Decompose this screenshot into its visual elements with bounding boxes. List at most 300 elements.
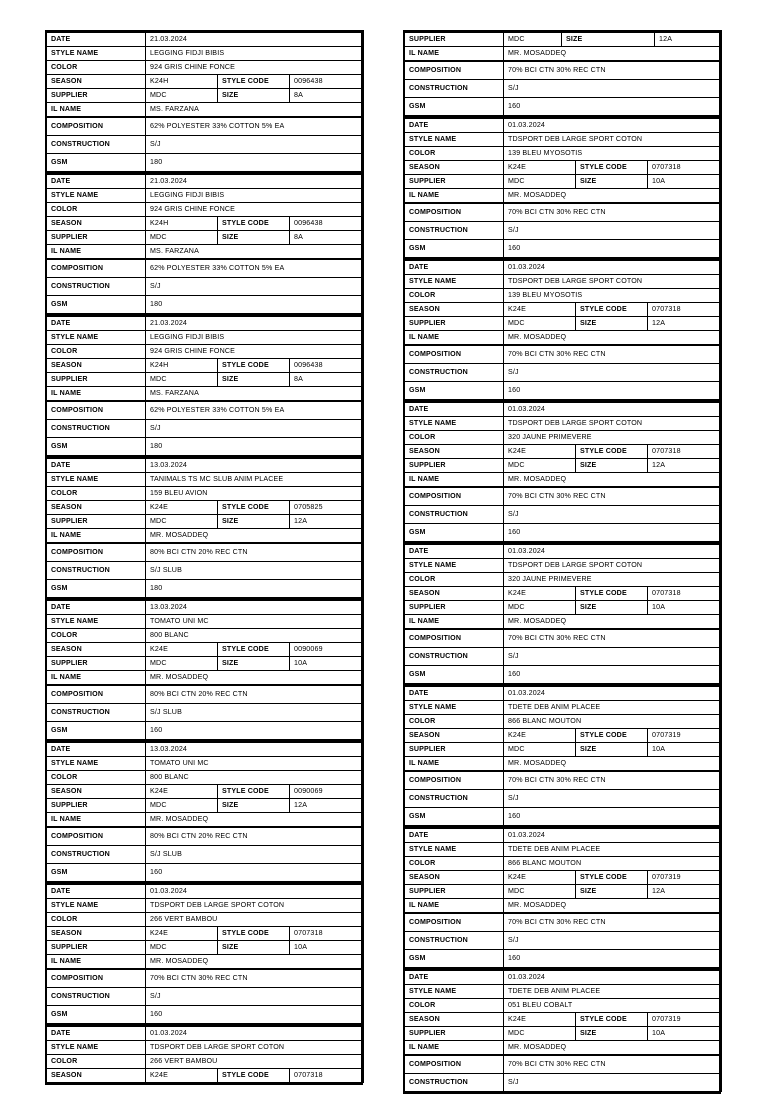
value-size: 10A bbox=[290, 657, 362, 671]
spec-record bbox=[403, 826, 721, 968]
value-size: 12A bbox=[290, 799, 362, 813]
spec-table bbox=[404, 828, 720, 968]
table-row bbox=[405, 857, 720, 871]
value-gsm: 160 bbox=[504, 524, 720, 542]
spec-table bbox=[404, 260, 720, 400]
label-season: SEASON bbox=[405, 303, 504, 317]
table-row bbox=[405, 1055, 720, 1074]
value-gsm: 160 bbox=[146, 864, 362, 882]
value-gsm: 160 bbox=[504, 950, 720, 968]
value-style-name: TANIMALS TS MC SLUB ANIM PLACEE bbox=[146, 473, 362, 487]
spec-table bbox=[46, 884, 362, 1024]
table-row bbox=[47, 743, 362, 757]
label-style-code: STYLE CODE bbox=[218, 1069, 290, 1083]
value-style-code: 0707318 bbox=[290, 927, 362, 941]
value-construction: S/J bbox=[146, 420, 362, 438]
table-row bbox=[47, 203, 362, 217]
value-composition: 70% BCI CTN 30% REC CTN bbox=[146, 969, 362, 988]
label-supplier: SUPPLIER bbox=[405, 601, 504, 615]
value-style-code: 0096438 bbox=[290, 75, 362, 89]
table-row bbox=[47, 899, 362, 913]
spec-record bbox=[403, 542, 721, 684]
label-style-name: STYLE NAME bbox=[405, 133, 504, 147]
table-row bbox=[405, 1027, 720, 1041]
label-color: COLOR bbox=[47, 1055, 146, 1069]
table-row bbox=[47, 278, 362, 296]
value-il-name: MR. MOSADDEQ bbox=[504, 615, 720, 630]
label-size: SIZE bbox=[218, 231, 290, 245]
value-il-name: MR. MOSADDEQ bbox=[146, 529, 362, 544]
value-season: K24H bbox=[146, 217, 218, 231]
table-row bbox=[405, 971, 720, 985]
label-style-code: STYLE CODE bbox=[218, 501, 290, 515]
label-season: SEASON bbox=[47, 1069, 146, 1083]
value-season: K24E bbox=[146, 501, 218, 515]
label-date: DATE bbox=[405, 119, 504, 133]
value-date: 21.03.2024 bbox=[146, 317, 362, 331]
value-color: 139 BLEU MYOSOTIS bbox=[504, 147, 720, 161]
value-season: K24E bbox=[146, 1069, 218, 1083]
label-supplier: SUPPLIER bbox=[405, 1027, 504, 1041]
value-date: 01.03.2024 bbox=[504, 829, 720, 843]
label-color: COLOR bbox=[47, 913, 146, 927]
value-style-name: TDSPORT DEB LARGE SPORT COTON bbox=[146, 899, 362, 913]
spec-record bbox=[403, 400, 721, 542]
value-construction: S/J bbox=[146, 988, 362, 1006]
label-il-name: IL NAME bbox=[405, 473, 504, 488]
spec-table bbox=[404, 32, 720, 116]
label-gsm: GSM bbox=[47, 296, 146, 314]
table-row bbox=[47, 259, 362, 278]
label-style-name: STYLE NAME bbox=[405, 985, 504, 999]
table-row bbox=[405, 950, 720, 968]
table-row bbox=[47, 643, 362, 657]
label-season: SEASON bbox=[405, 445, 504, 459]
table-row bbox=[47, 420, 362, 438]
value-composition: 62% POLYESTER 33% COTTON 5% EA bbox=[146, 259, 362, 278]
table-row bbox=[405, 119, 720, 133]
table-row bbox=[405, 899, 720, 914]
label-size: SIZE bbox=[576, 459, 648, 473]
table-row bbox=[47, 685, 362, 704]
table-row bbox=[405, 757, 720, 772]
label-composition: COMPOSITION bbox=[405, 487, 504, 506]
table-row bbox=[405, 203, 720, 222]
label-style-code: STYLE CODE bbox=[218, 217, 290, 231]
value-supplier: MDC bbox=[504, 459, 576, 473]
table-row bbox=[405, 33, 720, 47]
table-row bbox=[47, 217, 362, 231]
value-supplier: MDC bbox=[504, 601, 576, 615]
label-size: SIZE bbox=[576, 175, 648, 189]
table-row bbox=[47, 601, 362, 615]
label-gsm: GSM bbox=[405, 950, 504, 968]
value-supplier: MDC bbox=[504, 175, 576, 189]
value-style-code: 0090069 bbox=[290, 785, 362, 799]
label-color: COLOR bbox=[405, 857, 504, 871]
table-row bbox=[47, 657, 362, 671]
label-style-name: STYLE NAME bbox=[47, 189, 146, 203]
table-row bbox=[47, 846, 362, 864]
label-composition: COMPOSITION bbox=[47, 685, 146, 704]
label-composition: COMPOSITION bbox=[405, 771, 504, 790]
label-construction: CONSTRUCTION bbox=[47, 988, 146, 1006]
table-row bbox=[47, 154, 362, 172]
value-style-code: 0707318 bbox=[648, 445, 720, 459]
table-row bbox=[405, 985, 720, 999]
value-style-code: 0707318 bbox=[648, 303, 720, 317]
table-row bbox=[47, 175, 362, 189]
label-style-name: STYLE NAME bbox=[47, 757, 146, 771]
value-style-name: TDETE DEB ANIM PLACEE bbox=[504, 985, 720, 999]
value-size: 8A bbox=[290, 373, 362, 387]
value-date: 13.03.2024 bbox=[146, 459, 362, 473]
table-row bbox=[47, 771, 362, 785]
value-size: 10A bbox=[648, 175, 720, 189]
value-supplier: MDC bbox=[146, 941, 218, 955]
table-row bbox=[47, 231, 362, 245]
value-color: 320 JAUNE PRIMEVERE bbox=[504, 573, 720, 587]
spec-table bbox=[46, 1026, 362, 1083]
label-supplier: SUPPLIER bbox=[47, 799, 146, 813]
table-row bbox=[47, 799, 362, 813]
label-il-name: IL NAME bbox=[47, 813, 146, 828]
spec-record bbox=[45, 456, 363, 598]
label-date: DATE bbox=[47, 743, 146, 757]
table-row bbox=[405, 545, 720, 559]
value-il-name: MR. MOSADDEQ bbox=[146, 955, 362, 970]
value-date: 01.03.2024 bbox=[504, 971, 720, 985]
table-row bbox=[47, 103, 362, 118]
value-supplier: MDC bbox=[146, 373, 218, 387]
table-row bbox=[405, 345, 720, 364]
value-style-code: 0707318 bbox=[648, 161, 720, 175]
label-style-code: STYLE CODE bbox=[576, 161, 648, 175]
spec-record bbox=[403, 258, 721, 400]
table-row bbox=[405, 403, 720, 417]
table-row bbox=[405, 98, 720, 116]
value-style-code: 0705825 bbox=[290, 501, 362, 515]
value-style-code: 0096438 bbox=[290, 217, 362, 231]
table-row bbox=[47, 245, 362, 260]
spec-record bbox=[403, 684, 721, 826]
label-color: COLOR bbox=[47, 61, 146, 75]
table-row bbox=[47, 955, 362, 970]
table-row bbox=[47, 345, 362, 359]
label-color: COLOR bbox=[47, 629, 146, 643]
table-row bbox=[47, 885, 362, 899]
value-color: 924 GRIS CHINE FONCE bbox=[146, 345, 362, 359]
value-style-name: TDSPORT DEB LARGE SPORT COTON bbox=[504, 133, 720, 147]
label-construction: CONSTRUCTION bbox=[47, 704, 146, 722]
value-composition: 70% BCI CTN 30% REC CTN bbox=[504, 203, 720, 222]
value-date: 21.03.2024 bbox=[146, 33, 362, 47]
label-gsm: GSM bbox=[47, 580, 146, 598]
left-column bbox=[45, 30, 363, 1085]
label-composition: COMPOSITION bbox=[47, 259, 146, 278]
value-supplier: MDC bbox=[504, 317, 576, 331]
table-row bbox=[405, 615, 720, 630]
value-supplier: MDC bbox=[146, 231, 218, 245]
label-date: DATE bbox=[405, 971, 504, 985]
spec-table bbox=[46, 174, 362, 314]
label-gsm: GSM bbox=[405, 240, 504, 258]
label-style-code: STYLE CODE bbox=[218, 785, 290, 799]
label-date: DATE bbox=[47, 601, 146, 615]
value-gsm: 180 bbox=[146, 580, 362, 598]
value-gsm: 160 bbox=[146, 1006, 362, 1024]
label-construction: CONSTRUCTION bbox=[405, 932, 504, 950]
table-row bbox=[405, 175, 720, 189]
label-supplier: SUPPLIER bbox=[405, 317, 504, 331]
value-il-name: MR. MOSADDEQ bbox=[504, 757, 720, 772]
label-date: DATE bbox=[47, 459, 146, 473]
label-construction: CONSTRUCTION bbox=[405, 80, 504, 98]
label-il-name: IL NAME bbox=[47, 387, 146, 402]
label-construction: CONSTRUCTION bbox=[47, 136, 146, 154]
spec-table bbox=[46, 742, 362, 882]
label-il-name: IL NAME bbox=[405, 757, 504, 772]
table-row bbox=[405, 648, 720, 666]
label-construction: CONSTRUCTION bbox=[405, 648, 504, 666]
value-size: 12A bbox=[648, 317, 720, 331]
table-row bbox=[47, 61, 362, 75]
value-gsm: 160 bbox=[504, 382, 720, 400]
table-row bbox=[405, 303, 720, 317]
label-supplier: SUPPLIER bbox=[405, 33, 504, 47]
label-date: DATE bbox=[405, 403, 504, 417]
label-season: SEASON bbox=[405, 161, 504, 175]
spec-record bbox=[403, 116, 721, 258]
value-color: 866 BLANC MOUTON bbox=[504, 857, 720, 871]
table-row bbox=[405, 771, 720, 790]
value-style-name: TDSPORT DEB LARGE SPORT COTON bbox=[146, 1041, 362, 1055]
spec-table bbox=[46, 32, 362, 172]
label-color: COLOR bbox=[47, 487, 146, 501]
label-composition: COMPOSITION bbox=[405, 1055, 504, 1074]
value-season: K24E bbox=[146, 927, 218, 941]
value-style-code: 0707319 bbox=[648, 871, 720, 885]
value-style-code: 0707319 bbox=[648, 1013, 720, 1027]
value-style-name: TOMATO UNI MC bbox=[146, 615, 362, 629]
label-style-code: STYLE CODE bbox=[576, 871, 648, 885]
table-row bbox=[47, 1069, 362, 1083]
value-date: 21.03.2024 bbox=[146, 175, 362, 189]
label-supplier: SUPPLIER bbox=[47, 373, 146, 387]
spec-table bbox=[46, 600, 362, 740]
spec-record bbox=[45, 172, 363, 314]
table-row bbox=[47, 562, 362, 580]
value-composition: 70% BCI CTN 30% REC CTN bbox=[504, 487, 720, 506]
label-supplier: SUPPLIER bbox=[405, 175, 504, 189]
table-row bbox=[405, 289, 720, 303]
spec-record bbox=[403, 968, 721, 1094]
table-row bbox=[405, 382, 720, 400]
value-date: 01.03.2024 bbox=[146, 1027, 362, 1041]
value-season: K24E bbox=[504, 587, 576, 601]
value-composition: 62% POLYESTER 33% COTTON 5% EA bbox=[146, 401, 362, 420]
label-size: SIZE bbox=[218, 89, 290, 103]
table-row bbox=[405, 687, 720, 701]
label-color: COLOR bbox=[405, 431, 504, 445]
table-row bbox=[47, 317, 362, 331]
value-date: 01.03.2024 bbox=[504, 261, 720, 275]
table-row bbox=[405, 261, 720, 275]
value-il-name: MR. MOSADDEQ bbox=[146, 813, 362, 828]
label-season: SEASON bbox=[405, 587, 504, 601]
value-color: 924 GRIS CHINE FONCE bbox=[146, 61, 362, 75]
table-row bbox=[47, 33, 362, 47]
value-construction: S/J bbox=[504, 80, 720, 98]
label-il-name: IL NAME bbox=[47, 245, 146, 260]
label-season: SEASON bbox=[47, 217, 146, 231]
value-style-name: TDETE DEB ANIM PLACEE bbox=[504, 843, 720, 857]
table-row bbox=[405, 445, 720, 459]
table-row bbox=[47, 473, 362, 487]
value-season: K24E bbox=[504, 871, 576, 885]
label-construction: CONSTRUCTION bbox=[405, 364, 504, 382]
label-size: SIZE bbox=[576, 317, 648, 331]
label-style-name: STYLE NAME bbox=[47, 47, 146, 61]
value-style-code: 0707318 bbox=[648, 587, 720, 601]
label-date: DATE bbox=[405, 545, 504, 559]
value-style-name: TDSPORT DEB LARGE SPORT COTON bbox=[504, 275, 720, 289]
table-row bbox=[405, 275, 720, 289]
table-row bbox=[405, 843, 720, 857]
table-row bbox=[405, 473, 720, 488]
label-season: SEASON bbox=[47, 75, 146, 89]
label-style-name: STYLE NAME bbox=[405, 701, 504, 715]
table-row bbox=[405, 729, 720, 743]
value-size: 10A bbox=[290, 941, 362, 955]
value-supplier: MDC bbox=[504, 885, 576, 899]
value-composition: 80% BCI CTN 20% REC CTN bbox=[146, 543, 362, 562]
value-size: 12A bbox=[655, 33, 720, 47]
label-composition: COMPOSITION bbox=[47, 543, 146, 562]
table-row bbox=[47, 401, 362, 420]
value-construction: S/J bbox=[504, 506, 720, 524]
table-row bbox=[405, 189, 720, 204]
spec-table bbox=[404, 118, 720, 258]
label-gsm: GSM bbox=[405, 808, 504, 826]
label-season: SEASON bbox=[47, 501, 146, 515]
value-date: 01.03.2024 bbox=[146, 885, 362, 899]
label-style-code: STYLE CODE bbox=[576, 1013, 648, 1027]
table-row bbox=[47, 331, 362, 345]
table-row bbox=[405, 317, 720, 331]
label-style-name: STYLE NAME bbox=[47, 331, 146, 345]
label-color: COLOR bbox=[47, 771, 146, 785]
table-row bbox=[47, 459, 362, 473]
spec-record bbox=[45, 30, 363, 172]
spec-record bbox=[45, 740, 363, 882]
label-style-code: STYLE CODE bbox=[218, 359, 290, 373]
table-row bbox=[405, 161, 720, 175]
value-composition: 70% BCI CTN 30% REC CTN bbox=[504, 1055, 720, 1074]
label-date: DATE bbox=[47, 33, 146, 47]
table-row bbox=[405, 629, 720, 648]
table-row bbox=[47, 927, 362, 941]
label-date: DATE bbox=[47, 175, 146, 189]
value-style-name: LEGGING FIDJI BIBIS bbox=[146, 189, 362, 203]
value-il-name: MS. FARZANA bbox=[146, 245, 362, 260]
value-composition: 70% BCI CTN 30% REC CTN bbox=[504, 61, 720, 80]
label-supplier: SUPPLIER bbox=[405, 459, 504, 473]
value-il-name: MS. FARZANA bbox=[146, 103, 362, 118]
value-construction: S/J bbox=[504, 790, 720, 808]
table-row bbox=[405, 459, 720, 473]
value-il-name: MR. MOSADDEQ bbox=[504, 189, 720, 204]
value-date: 13.03.2024 bbox=[146, 743, 362, 757]
label-color: COLOR bbox=[47, 203, 146, 217]
table-row bbox=[405, 790, 720, 808]
label-style-name: STYLE NAME bbox=[405, 559, 504, 573]
spec-table bbox=[46, 458, 362, 598]
table-row bbox=[47, 704, 362, 722]
label-supplier: SUPPLIER bbox=[47, 231, 146, 245]
table-row bbox=[405, 47, 720, 62]
value-construction: S/J bbox=[504, 1074, 720, 1092]
value-size: 12A bbox=[648, 459, 720, 473]
label-season: SEASON bbox=[47, 927, 146, 941]
table-row bbox=[405, 240, 720, 258]
value-color: 924 GRIS CHINE FONCE bbox=[146, 203, 362, 217]
label-season: SEASON bbox=[47, 643, 146, 657]
value-composition: 62% POLYESTER 33% COTTON 5% EA bbox=[146, 117, 362, 136]
spec-table bbox=[46, 316, 362, 456]
table-row bbox=[405, 743, 720, 757]
label-size: SIZE bbox=[218, 941, 290, 955]
table-row bbox=[405, 885, 720, 899]
label-construction: CONSTRUCTION bbox=[47, 846, 146, 864]
value-composition: 70% BCI CTN 30% REC CTN bbox=[504, 345, 720, 364]
label-style-code: STYLE CODE bbox=[576, 445, 648, 459]
label-gsm: GSM bbox=[47, 154, 146, 172]
value-style-code: 0090069 bbox=[290, 643, 362, 657]
label-gsm: GSM bbox=[47, 1006, 146, 1024]
label-il-name: IL NAME bbox=[405, 615, 504, 630]
value-color: 051 BLEU COBALT bbox=[504, 999, 720, 1013]
table-row bbox=[47, 438, 362, 456]
label-style-name: STYLE NAME bbox=[47, 615, 146, 629]
value-date: 01.03.2024 bbox=[504, 545, 720, 559]
table-row bbox=[47, 47, 362, 61]
value-style-name: TDSPORT DEB LARGE SPORT COTON bbox=[504, 559, 720, 573]
label-supplier: SUPPLIER bbox=[47, 89, 146, 103]
table-row bbox=[405, 1013, 720, 1027]
label-composition: COMPOSITION bbox=[405, 61, 504, 80]
table-row bbox=[47, 757, 362, 771]
value-season: K24E bbox=[504, 729, 576, 743]
label-date: DATE bbox=[47, 1027, 146, 1041]
table-row bbox=[405, 932, 720, 950]
value-style-code: 0096438 bbox=[290, 359, 362, 373]
table-row bbox=[47, 501, 362, 515]
label-style-code: STYLE CODE bbox=[576, 587, 648, 601]
value-construction: S/J SLUB bbox=[146, 562, 362, 580]
value-gsm: 160 bbox=[504, 98, 720, 116]
value-size: 10A bbox=[648, 1027, 720, 1041]
value-supplier: MDC bbox=[146, 515, 218, 529]
table-row bbox=[405, 715, 720, 729]
table-row bbox=[47, 117, 362, 136]
table-row bbox=[47, 89, 362, 103]
label-il-name: IL NAME bbox=[405, 899, 504, 914]
table-row bbox=[405, 701, 720, 715]
label-color: COLOR bbox=[405, 289, 504, 303]
label-construction: CONSTRUCTION bbox=[405, 790, 504, 808]
table-row bbox=[405, 999, 720, 1013]
